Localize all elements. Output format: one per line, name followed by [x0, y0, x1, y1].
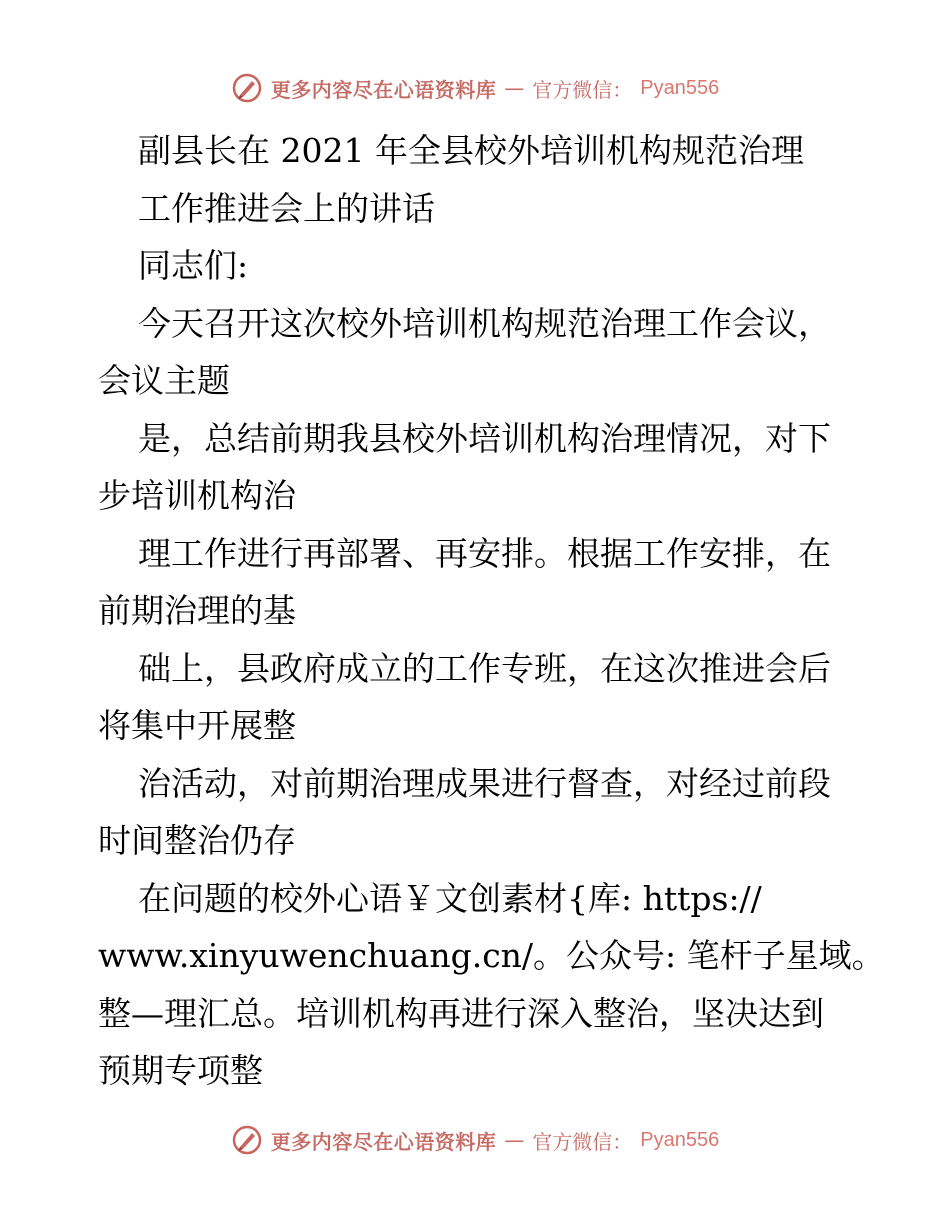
watermark-label: 官方微信： [532, 77, 633, 102]
document-body [98, 122, 885, 1100]
text-line: 时间整治仍存 [98, 821, 296, 860]
text-line: 步培训机构治 [98, 476, 296, 515]
text-line: 今天召开这次校外培训机构规范治理工作会议， [138, 303, 831, 343]
footer-watermark [0, 1124, 950, 1156]
watermark-text: 更多内容尽在心语资料库 [270, 77, 497, 102]
text-line: 理工作进行再部署、再安排。根据工作安排，在 [138, 533, 831, 573]
text-line: 是，总结前期我县校外培训机构治理情况，对下 [138, 418, 831, 458]
text-line: 副县长在 2021 年全县校外培训机构规范治理 [138, 131, 804, 170]
text-line: www.xinyuwenchuang.cn/。公众号: 笔杆子星域。 [98, 936, 885, 975]
text-line: 整—理汇总。培训机构再进行深入整治，坚决达到 [98, 993, 824, 1033]
text-line: 治活动，对前期治理成果进行督查，对经过前段 [138, 763, 831, 803]
red-pen-logo-icon [231, 1124, 263, 1156]
header-watermark [0, 72, 950, 104]
watermark-id: Pyan556 [640, 76, 720, 99]
text-line: 础上，县政府成立的工作专班，在这次推进会后 [138, 648, 831, 688]
text-line: 工作推进会上的讲话 [138, 188, 435, 228]
text-line: 会议主题 [98, 361, 230, 400]
text-line: 在问题的校外心语￥文创素材{库: https:// [138, 878, 762, 918]
watermark-dash: — [504, 76, 525, 100]
watermark-id: Pyan556 [640, 1128, 720, 1151]
text-line: 预期专项整 [98, 1051, 263, 1090]
watermark-label: 官方微信： [532, 1129, 633, 1154]
text-line: 同志们: [138, 246, 249, 285]
red-pen-logo-icon [231, 72, 263, 104]
text-line: 将集中开展整 [98, 706, 296, 745]
watermark-dash: — [504, 1128, 525, 1152]
watermark-text: 更多内容尽在心语资料库 [270, 1129, 497, 1154]
text-line: 前期治理的基 [98, 591, 296, 630]
